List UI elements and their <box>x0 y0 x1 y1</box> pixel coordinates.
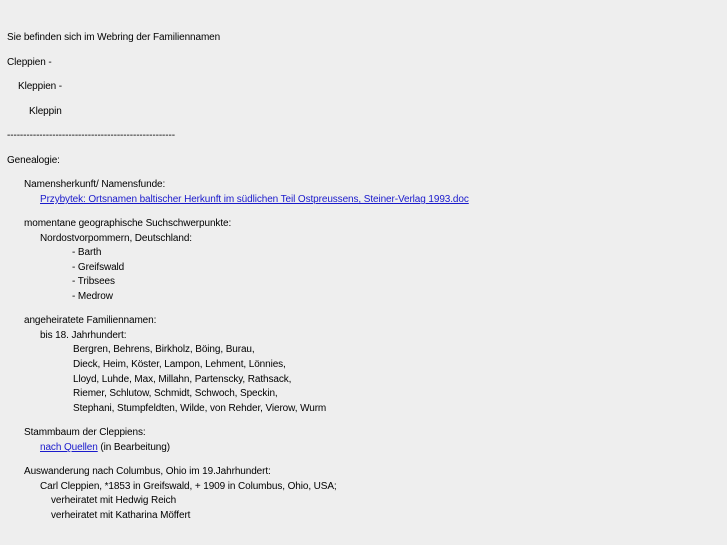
webring-notice: Sie befinden sich im Webring der Familiennamen <box>7 32 221 43</box>
family-tree-status: (in Bearbeitung) <box>97 442 170 453</box>
geo-place-tribsees: - Tribsees <box>72 276 115 287</box>
emigrant-carl-cleppien: Carl Cleppien, *1853 in Greifswald, + 1909 in Columbus, Ohio, USA; <box>40 481 337 492</box>
family-tree-heading: Stammbaum der Cleppiens: <box>24 427 146 438</box>
emigration-heading: Auswanderung nach Columbus, Ohio im 19.Jahrhundert: <box>24 466 271 477</box>
married-names-line: Lloyd, Luhde, Max, Millahn, Partenscky, Rathsack, <box>73 374 292 385</box>
divider-line: ---------------------------------------------------- <box>7 130 175 141</box>
geo-place-medrow: - Medrow <box>72 291 113 302</box>
spouse-katharina-moeffert: verheiratet mit Katharina Möffert <box>51 510 191 521</box>
married-names-line: Dieck, Heim, Köster, Lampon, Lehment, Lönnies, <box>73 359 286 370</box>
geo-place-greifswald: - Greifswald <box>72 262 125 273</box>
married-names-heading: angeheiratete Familiennamen: <box>24 315 157 326</box>
surname-kleppien: Kleppien - <box>18 81 63 92</box>
family-tree-sources-link[interactable]: nach Quellen <box>40 442 98 453</box>
married-names-period: bis 18. Jahrhundert: <box>40 330 127 341</box>
geo-heading: momentane geographische Suchschwerpunkte: <box>24 218 232 229</box>
married-names-line: Stephani, Stumpfeldten, Wilde, von Rehder, Vierow, Wurm <box>73 403 327 414</box>
married-names-line: Bergren, Behrens, Birkholz, Böing, Burau, <box>73 344 255 355</box>
origin-heading: Namensherkunft/ Namensfunde: <box>24 179 166 190</box>
origin-document-link[interactable]: Przybytek: Ortsnamen baltischer Herkunft im südlichen Teil Ostpreussens, Steiner-Verlag 1993.doc <box>40 194 469 205</box>
geo-place-barth: - Barth <box>72 247 102 258</box>
married-names-line: Riemer, Schlutow, Schmidt, Schwoch, Speckin, <box>73 388 278 399</box>
family-tree-line <box>40 441 170 455</box>
geo-region: Nordostvorpommern, Deutschland: <box>40 233 192 244</box>
surname-cleppien: Cleppien - <box>7 57 52 68</box>
surname-kleppin: Kleppin <box>29 106 62 117</box>
genealogy-heading: Genealogie: <box>7 155 60 166</box>
spouse-hedwig-reich: verheiratet mit Hedwig Reich <box>51 495 177 506</box>
